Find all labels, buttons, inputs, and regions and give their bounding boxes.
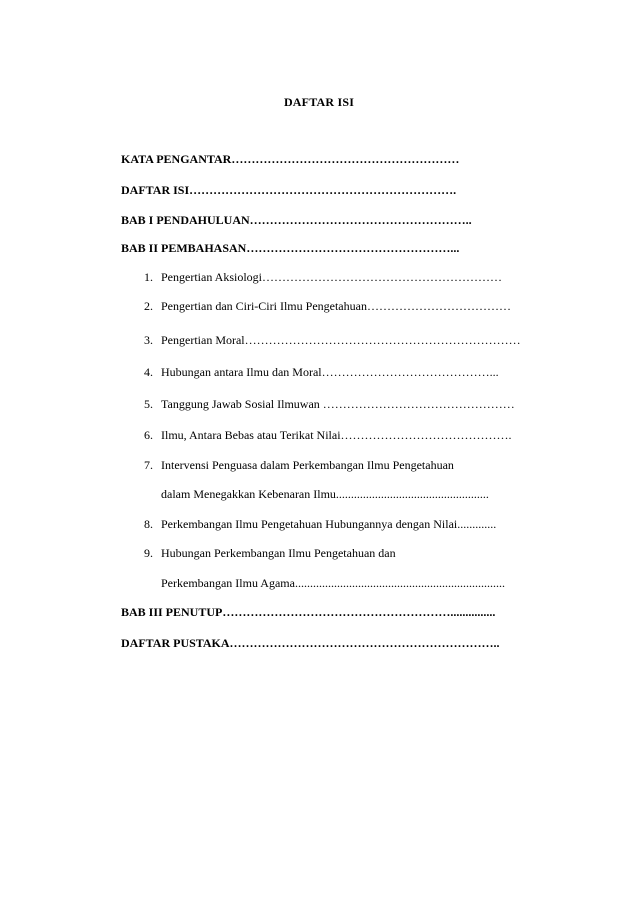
toc-subentry-intervensi-continuation: dalam Menegakkan Kebenaran Ilmu................................................... [161,487,489,501]
page-title: DAFTAR ISI [283,95,355,109]
toc-entry-bab-3: BAB III PENUTUP…………………………………………………............... [121,605,496,619]
toc-subentry-number: 9. [144,546,153,560]
toc-subentry-number: 5. [144,397,153,411]
toc-subentry-number: 6. [144,428,153,442]
toc-subentry-moral: Pengertian Moral…………………………………………………………… [161,333,521,347]
toc-subentry-tanggung-jawab: Tanggung Jawab Sosial Ilmuwan ………………………………………… [161,397,515,411]
toc-entry-kata-pengantar: KATA PENGANTAR………………………………………………… [121,152,460,166]
toc-entry-daftar-isi: DAFTAR ISI…………………………………………………………. [121,183,457,197]
toc-subentry-ciri-ilmu: Pengertian dan Ciri-Ciri Ilmu Pengetahuan……………………………… [161,299,511,313]
toc-subentry-number: 2. [144,299,153,313]
toc-subentry-number: 8. [144,517,153,531]
toc-entry-daftar-pustaka: DAFTAR PUSTAKA………………………………………………………….. [121,636,500,650]
toc-subentry-number: 1. [144,270,153,284]
toc-entry-bab-1: BAB I PENDAHULUAN……………………………………………….. [121,213,472,227]
toc-subentry-intervensi: Intervensi Penguasa dalam Perkembangan Ilmu Pengetahuan [161,458,454,472]
toc-subentry-hubungan-agama: Hubungan Perkembangan Ilmu Pengetahuan dan [161,546,396,560]
toc-subentry-number: 3. [144,333,153,347]
toc-subentry-number: 7. [144,458,153,472]
toc-subentry-number: 4. [144,365,153,379]
toc-subentry-perkembangan-nilai: Perkembangan Ilmu Pengetahuan Hubungannya dengan Nilai............. [161,517,497,531]
toc-subentry-ilmu-moral: Hubungan antara Ilmu dan Moral……………………………………... [161,365,499,379]
toc-subentry-hubungan-agama-continuation: Perkembangan Ilmu Agama...................................................................... [161,576,505,590]
toc-subentry-bebas-nilai: Ilmu, Antara Bebas atau Terikat Nilai……………………………………. [161,428,512,442]
toc-entry-bab-2: BAB II PEMBAHASAN……………………………………………... [121,241,460,255]
toc-subentry-aksiologi: Pengertian Aksiologi…………………………………………………… [161,270,502,284]
